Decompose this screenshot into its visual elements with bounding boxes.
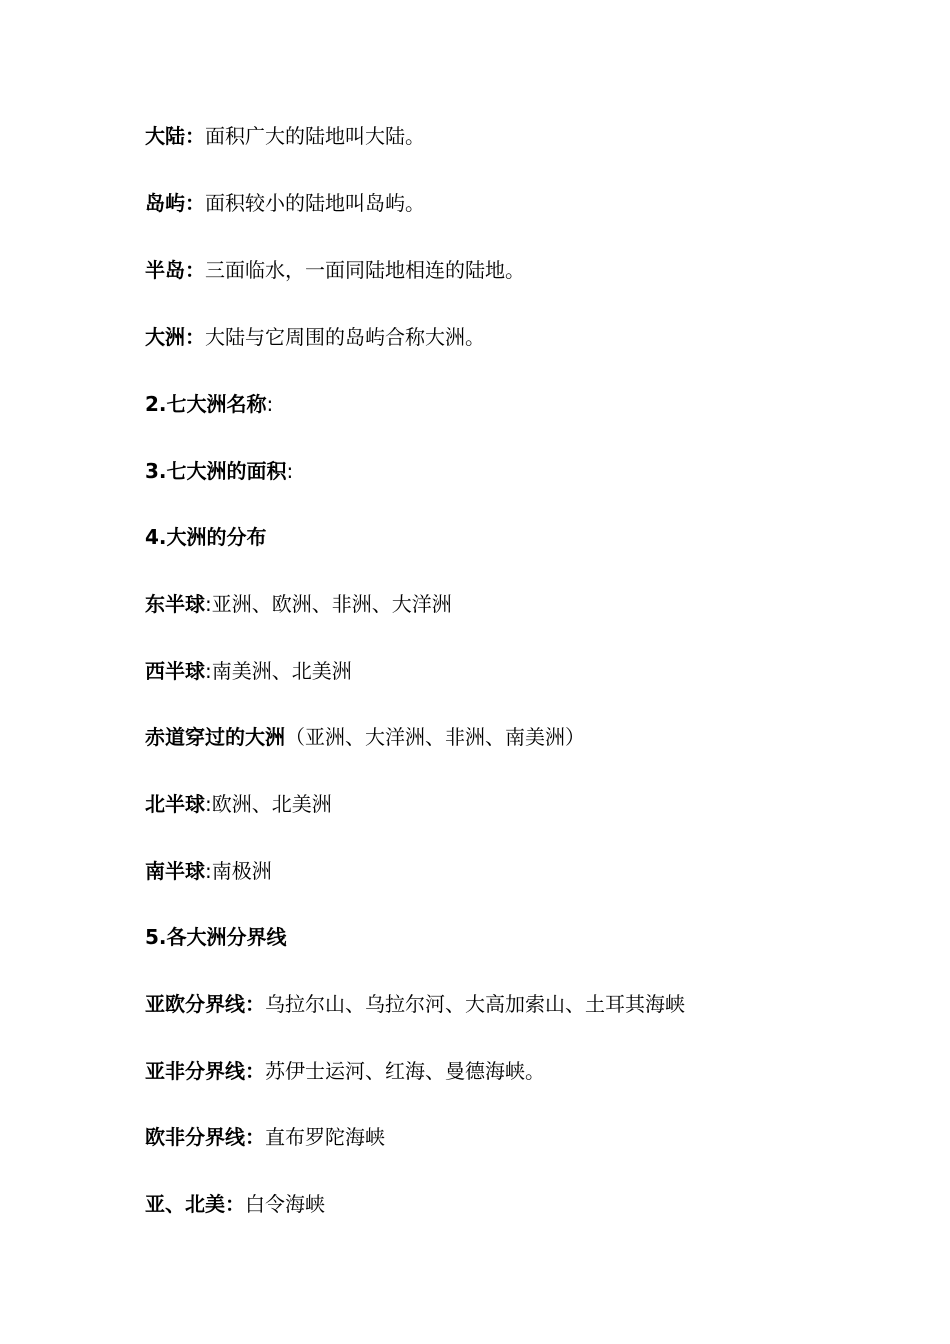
heading-label: 2.七大洲名称: [145, 392, 267, 416]
term-label: 半岛: [145, 258, 185, 282]
item-equator-continents: [145, 722, 585, 752]
separator: :: [205, 792, 212, 816]
definition-text: （亚洲、大洋洲、非洲、南美洲）: [285, 725, 585, 749]
heading-label: 3.七大洲的面积: [145, 459, 287, 483]
item-northern-hemisphere: [145, 789, 332, 819]
term-label: 亚非分界线: [145, 1059, 245, 1083]
term-label: 南半球: [145, 859, 205, 883]
item-asia-africa-boundary: [145, 1056, 545, 1086]
separator: ：: [185, 258, 205, 282]
heading-continent-areas: [145, 456, 293, 486]
separator: :: [205, 659, 212, 683]
separator: ：: [185, 325, 205, 349]
definition-text: 白令海峡: [245, 1192, 325, 1216]
item-asia-north-america-boundary: [145, 1189, 325, 1219]
separator: :: [266, 392, 274, 416]
definition-text: 欧洲、北美洲: [211, 792, 332, 816]
term-label: 亚、北美: [145, 1192, 225, 1216]
definition-text: 三面临水，一面同陆地相连的陆地。: [205, 258, 525, 282]
heading-label: 4.大洲的分布: [145, 525, 267, 549]
term-label: 亚欧分界线: [145, 992, 245, 1016]
definition-text: 南极洲: [211, 859, 272, 883]
item-europe-africa-boundary: [145, 1122, 385, 1152]
definition-continent-region: [145, 322, 485, 352]
separator: ：: [245, 1125, 265, 1149]
term-label: 赤道穿过的大洲: [145, 725, 285, 749]
heading-continent-boundaries: [145, 922, 287, 952]
heading-continent-distribution: [145, 522, 267, 552]
definition-text: 直布罗陀海峡: [265, 1125, 385, 1149]
definition-continent: [145, 121, 425, 151]
term-label: 大陆: [145, 124, 185, 148]
definition-peninsula: [145, 255, 525, 285]
heading-continent-names: [145, 389, 273, 419]
definition-text: 面积较小的陆地叫岛屿。: [205, 191, 425, 215]
term-label: 大洲: [145, 325, 185, 349]
definition-text: 南美洲、北美洲: [211, 659, 352, 683]
separator: ：: [245, 1059, 265, 1083]
definition-island: [145, 188, 425, 218]
definition-text: 面积广大的陆地叫大陆。: [205, 124, 425, 148]
separator: ：: [225, 1192, 245, 1216]
separator: :: [286, 459, 294, 483]
item-southern-hemisphere: [145, 856, 272, 886]
definition-text: 苏伊士运河、红海、曼德海峡。: [265, 1059, 545, 1083]
heading-label: 5.各大洲分界线: [145, 925, 287, 949]
separator: :: [205, 592, 212, 616]
separator: ：: [245, 992, 265, 1016]
item-eastern-hemisphere: [145, 589, 452, 619]
separator: ：: [185, 124, 205, 148]
term-label: 欧非分界线: [145, 1125, 245, 1149]
term-label: 北半球: [145, 792, 205, 816]
term-label: 西半球: [145, 659, 205, 683]
definition-text: 乌拉尔山、乌拉尔河、大高加索山、土耳其海峡: [265, 992, 685, 1016]
definition-text: 大陆与它周围的岛屿合称大洲。: [205, 325, 485, 349]
item-asia-europe-boundary: [145, 989, 685, 1019]
definition-text: 亚洲、欧洲、非洲、大洋洲: [211, 592, 452, 616]
term-label: 东半球: [145, 592, 205, 616]
item-western-hemisphere: [145, 656, 352, 686]
separator: :: [205, 859, 212, 883]
term-label: 岛屿: [145, 191, 185, 215]
separator: ：: [185, 191, 205, 215]
